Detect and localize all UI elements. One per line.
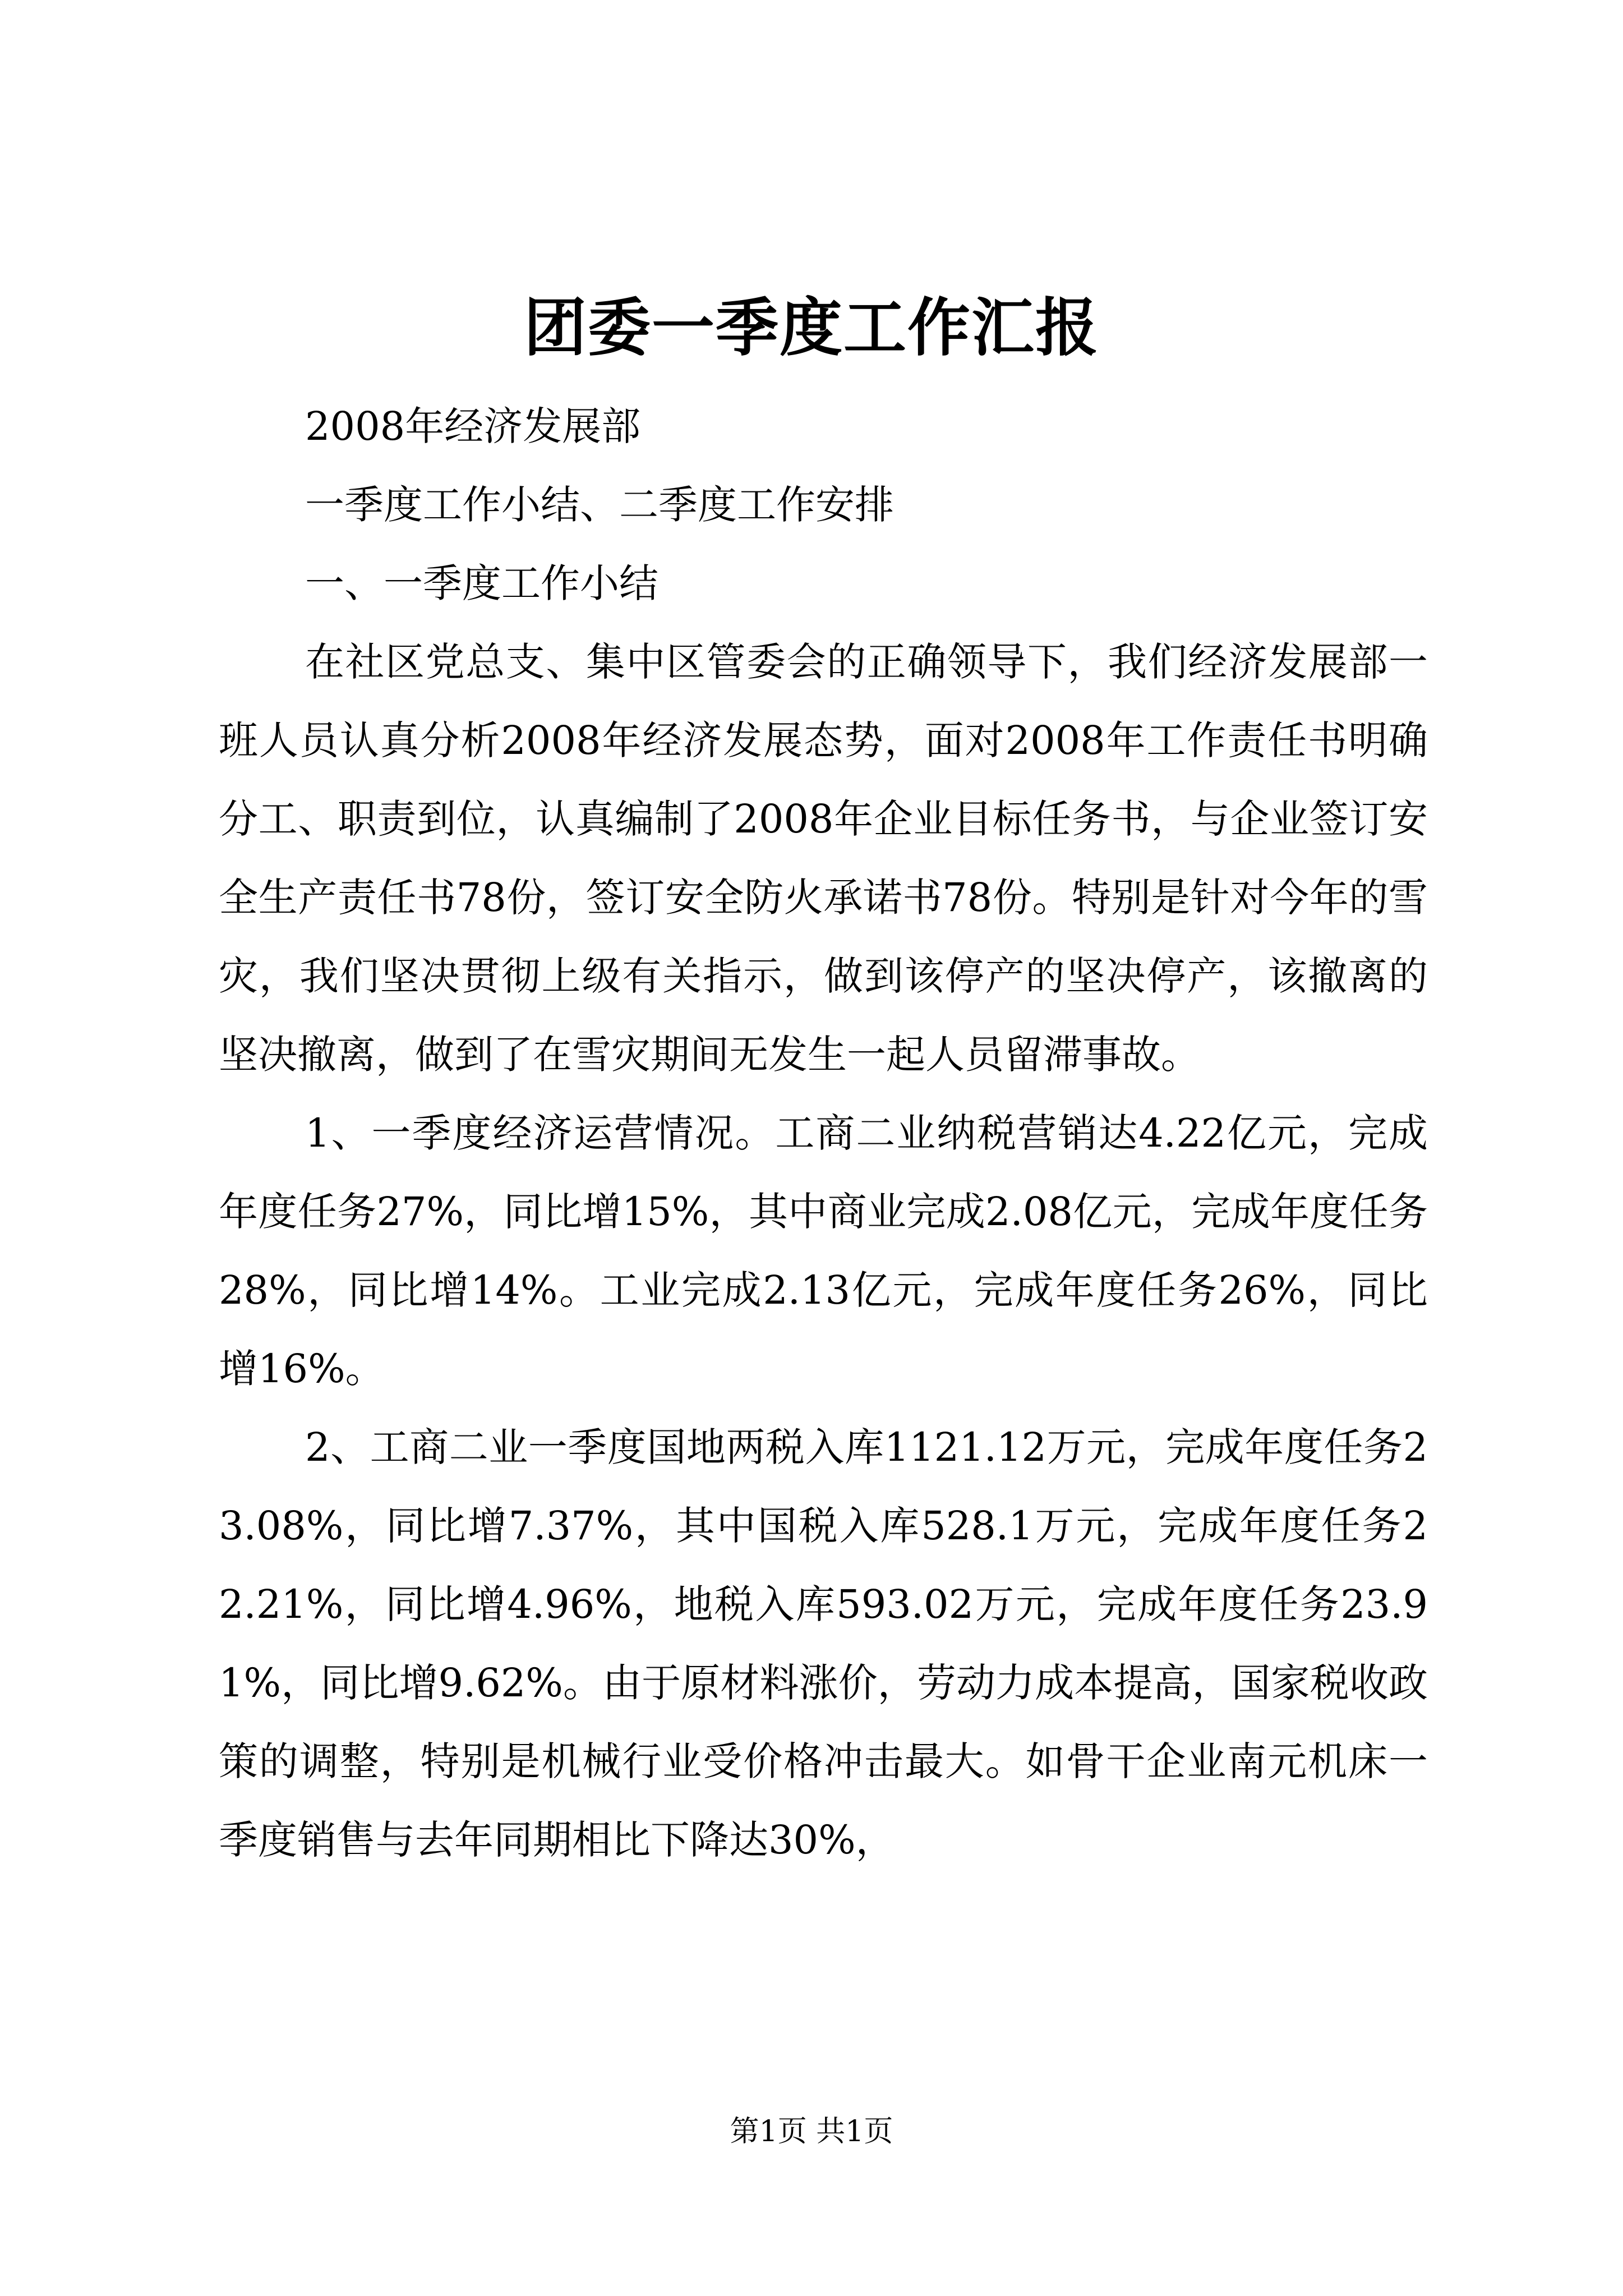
document-body [219, 387, 1428, 1879]
department-line: 2008年经济发展部 [305, 403, 641, 449]
subtitle-line: 一季度工作小结、二季度工作安排 [305, 482, 894, 528]
paragraph-economic-operation: 1、一季度经济运营情况。工商二业纳税营销达4.22亿元，完成年度任务27%，同比增15%，其中商业完成2.08亿元，完成年度任务28%，同比增14%。工业完成2.13亿元，完成年度任务26%，同比增16%。 [219, 1110, 1428, 1392]
document-title: 团委一季度工作汇报 [524, 291, 1099, 365]
paragraph-tax-revenue: 2、工商二业一季度国地两税入库1121.12万元，完成年度任务23.08%，同比增7.37%，其中国税入库528.1万元，完成年度任务22.21%，同比增4.96%，地税入库593.02万元，完成年度任务23.91%，同比增9.62%。由于原材料涨价，劳动力成本提高，国家税收政策的调整，特别是机械行业受价格冲击最大。如骨干企业南元机床一季度销售与去年同期相比下降达30%， [219, 1424, 1428, 1863]
page-footer: 第1页 共1页 [730, 2115, 893, 2148]
section-heading: 一、一季度工作小结 [305, 560, 658, 606]
paragraph-intro: 在社区党总支、集中区管委会的正确领导下，我们经济发展部一班人员认真分析2008年经济发展态势，面对2008年工作责任书明确分工、职责到位，认真编制了2008年企业目标任务书，与企业签订安全生产责任书78份，签订安全防火承诺书78份。特别是针对今年的雪灾，我们坚决贯彻上级有关指示，做到该停产的坚决停产，该撤离的坚决撤离，做到了在雪灾期间无发生一起人员留滞事故。 [219, 639, 1428, 1078]
